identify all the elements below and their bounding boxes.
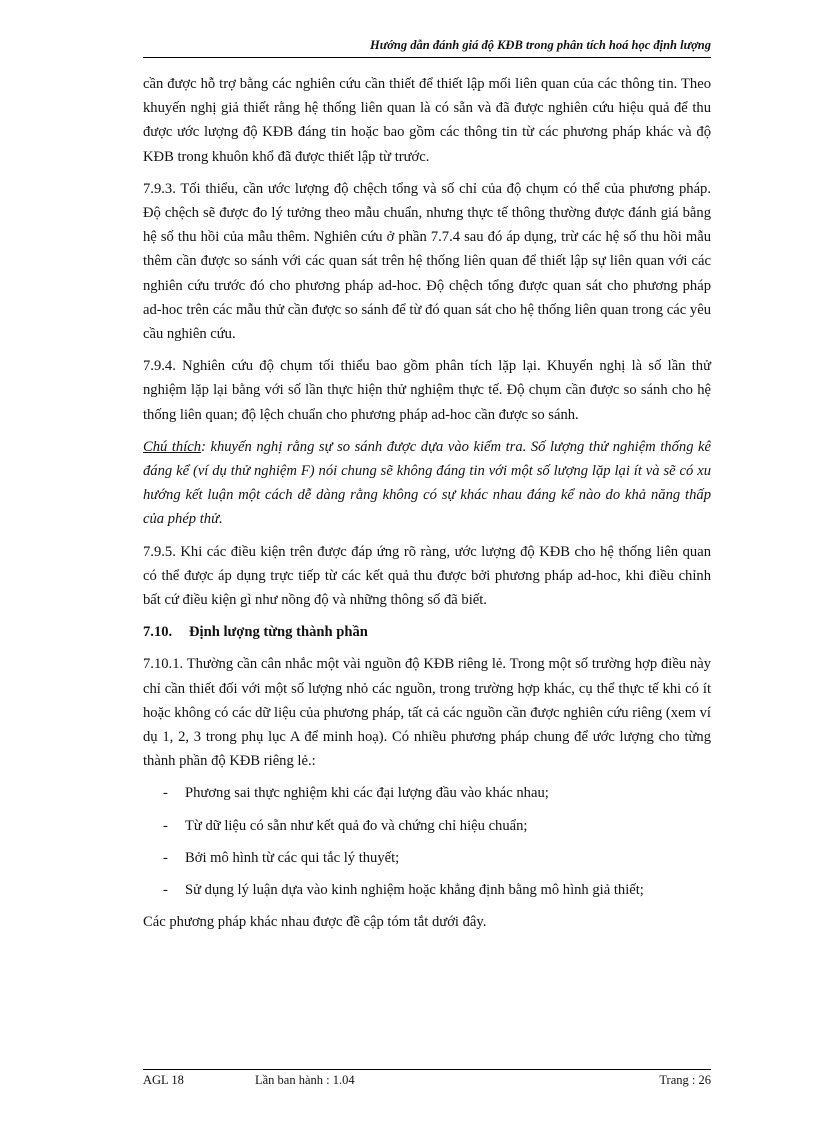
bullet-dash: - bbox=[163, 785, 168, 802]
note-paragraph bbox=[143, 435, 711, 532]
paragraph-7-9-3: 7.9.3. Tối thiểu, cần ước lượng độ chệch tổng và số chỉ của độ chụm có thể của phương pháp. Độ chệch sẽ được đo lý tưởng theo mẫu chuẩn, nhưng thực tế thông thường được đánh giá bằng hệ số thu hồi của mẫu thêm. Nghiên cứu ở phần 7.7.4 sau đó áp dụng, trừ các hệ số thu hồi mẫu thêm cần được so sánh với các quan sát trên hệ thống liên quan để thiết lập sự liên quan với các nghiên cứu trước đó cho phương pháp ad-hoc. Độ chệch tổng được quan sát cho phương pháp ad-hoc trên các mẫu thử cần được so sánh để từ đó quan sát cho hệ thống liên quan trong các yêu cầu nghiên cứu. bbox=[143, 180, 711, 343]
bullet-dash: - bbox=[163, 817, 168, 834]
document-body bbox=[143, 72, 711, 943]
paragraph-7-9-4: 7.9.4. Nghiên cứu độ chụm tối thiểu bao gồm phân tích lặp lại. Khuyến nghị là số lần thử nghiệm lặp lại bằng với số lần thực hiện thử nghiệm thực tế. Độ chụm cần được so sánh cho hệ thống liên quan; độ lệch chuẩn cho phương pháp ad-hoc cần được so sánh. bbox=[143, 358, 711, 423]
closing-paragraph: Các phương pháp khác nhau được đề cập tóm tắt dưới đây. bbox=[143, 914, 487, 931]
bullet-dash: - bbox=[163, 849, 168, 866]
section-title: Định lượng từng thành phần bbox=[189, 624, 368, 641]
page-number: Trang : 26 bbox=[659, 1073, 711, 1087]
note-text: : khuyến nghị rằng sự so sánh được dựa vào kiểm tra. Số lượng thử nghiệm thống kê đáng kể (ví dụ thử nghiệm F) nói chung sẽ không đáng tin với một số lượng lặp lại ít và sẽ có xu hướng kết luận một cách dễ dàng rằng không có sự khác nhau đáng kể nào do khả năng thấp của phép thử. bbox=[143, 438, 711, 528]
list-item bbox=[143, 846, 711, 870]
list-item bbox=[143, 814, 711, 838]
page-footer bbox=[143, 1069, 711, 1087]
page-header bbox=[143, 38, 711, 58]
document-code: AGL 18 bbox=[143, 1073, 184, 1087]
paragraph-7-10-1: 7.10.1. Thường cần cân nhắc một vài nguồn độ KĐB riêng lẻ. Trong một số trường hợp điều này chỉ cần thiết đối với một số lượng nhỏ các nguồn, trong trường hợp khác, cụ thể thực tế khi có ít hoặc không có các dữ liệu của phương pháp, tất cả các nguồn cần được nghiên cứu riêng (xem ví dụ 1, 2, 3 trong phụ lục A để minh hoạ). Có nhiều phương pháp chung để ước lượng cho từng thành phần độ KĐB riêng lẻ.: bbox=[143, 656, 711, 770]
note-label: Chú thích bbox=[143, 438, 202, 455]
method-list bbox=[143, 781, 711, 902]
section-number: 7.10. bbox=[143, 624, 173, 641]
list-item-text: Sử dụng lý luận dựa vào kinh nghiệm hoặc khẳng định bằng mô hình giả thiết; bbox=[185, 882, 644, 899]
list-item-text: Bởi mô hình từ các qui tắc lý thuyết; bbox=[185, 849, 400, 866]
paragraph-continuation: cần được hỗ trợ bằng các nghiên cứu cần thiết để thiết lập mối liên quan của các thông tin. Theo khuyến nghị giả thiết rằng hệ thống liên quan là có sẵn và đã được nghiên cứu hiệu quả để thu được ước lượng độ KĐB đáng tin hoặc bao gồm các thông tin từ các phương pháp khác và độ KĐB trong khuôn khổ đã được thiết lập từ trước. bbox=[143, 76, 711, 165]
bullet-dash: - bbox=[163, 882, 168, 899]
list-item bbox=[143, 781, 711, 805]
header-title: Hướng dẫn đánh giá độ KĐB trong phân tích hoá học định lượng bbox=[370, 38, 711, 52]
paragraph-7-9-5: 7.9.5. Khi các điều kiện trên được đáp ứng rõ ràng, ước lượng độ KĐB cho hệ thống liên quan có thể được áp dụng trực tiếp từ các kết quả thu được bởi phương pháp ad-hoc, khi điều chỉnh bất cứ điều kiện gì như nồng độ và những thông số đã biết. bbox=[143, 543, 711, 609]
list-item-text: Phương sai thực nghiệm khi các đại lượng đầu vào khác nhau; bbox=[185, 785, 549, 802]
list-item bbox=[143, 878, 711, 902]
section-heading bbox=[143, 620, 711, 644]
list-item-text: Từ dữ liệu có sẵn như kết quả đo và chứng chỉ hiệu chuẩn; bbox=[185, 817, 528, 834]
issue-version: Lần ban hành : 1.04 bbox=[255, 1073, 355, 1087]
